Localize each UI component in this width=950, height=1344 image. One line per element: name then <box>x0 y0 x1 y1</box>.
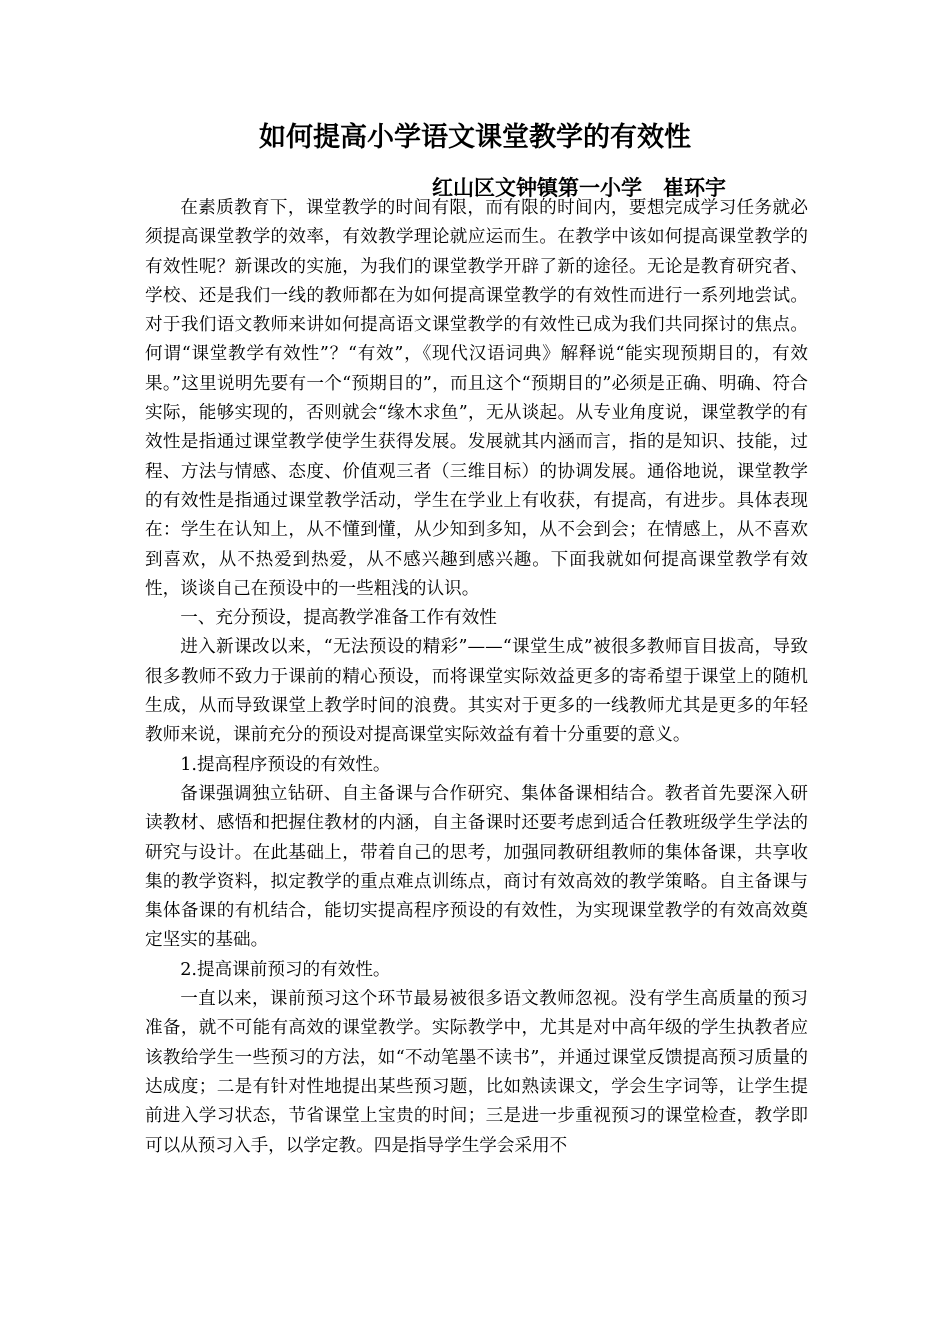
document-author: 红山区文钟镇第一小学 崔环宇 <box>432 175 726 200</box>
paragraph-subsection-1: 备课强调独立钻研、自主备课与合作研究、集体备课相结合。教者首先要深入研读教材、感悟和把握住教材的内涵，自主备课时还要考虑到适合任教班级学生学法的研究与设计。在此基础上，带着自己的思考，加强同教研组教师的集体备课，共享收集的教学资料，拟定教学的重点难点训练点，商讨有效高效的教学策略。自主备课与集体备课的有机结合，能切实提高程序预设的有效性，为实现课堂教学的有效高效奠定坚实的基础。 <box>145 783 808 951</box>
paragraph-subsection-2: 一直以来，课前预习这个环节最易被很多语文教师忽视。没有学生高质量的预习准备，就不可能有高效的课堂教学。实际教学中，尤其是对中高年级的学生执教者应该教给学生一些预习的方法，如“不动笔墨不读书”，并通过课堂反馈提高预习质量的达成度；二是有针对性地提出某些预习题，比如熟读课文，学会生字词等，让学生提前进入学习状态，节省课堂上宝贵的时间；三是进一步重视预习的课堂检查，教学即可以从预习入手，以学定教。四是指导学生学会采用不 <box>145 989 808 1156</box>
section-heading-1: 一、充分预设，提高教学准备工作有效性 <box>180 608 497 629</box>
subheading-2: 2.提高课前预习的有效性。 <box>180 959 391 980</box>
subheading-1: 1.提高程序预设的有效性。 <box>180 754 391 775</box>
document-body <box>145 194 808 1161</box>
document-title: 如何提高小学语文课堂教学的有效性 <box>259 122 691 153</box>
paragraph-intro: 在素质教育下，课堂教学的时间有限，而有限的时间内，要想完成学习任务就必须提高课堂教学的效率，有效教学理论就应运而生。在教学中该如何提高课堂教学的有效性呢？新课改的实施，为我们的课堂教学开辟了新的途径。无论是教育研究者、学校、还是我们一线的教师都在为如何提高课堂教学的有效性而进行一系列地尝试。对于我们语文教师来讲如何提高语文课堂教学的有效性已成为我们共同探讨的焦点。何谓“课堂教学有效性”？“有效”，《现代汉语词典》解释说“能实现预期目的，有效果。”这里说明先要有一个“预期目的”，而且这个“预期目的”必须是正确、明确、符合实际，能够实现的，否则就会“缘木求鱼”，无从谈起。从专业角度说，课堂教学的有效性是指通过课堂教学使学生获得发展。发展就其内涵而言，指的是知识、技能，过程、方法与情感、态度、价值观三者（三维目标）的协调发展。通俗地说，课堂教学的有效性是指通过课堂教学活动，学生在学业上有收获，有提高，有进步。具体表现在：学生在认知上，从不懂到懂，从少知到多知，从不会到会；在情感上，从不喜欢到喜欢，从不热爱到热爱，从不感兴趣到感兴趣。下面我就如何提高课堂教学有效性，谈谈自己在预设中的一些粗浅的认识。 <box>145 198 808 599</box>
paragraph-section-1: 进入新课改以来，“无法预设的精彩”——“课堂生成”被很多教师盲目拔高，导致很多教师不致力于课前的精心预设，而将课堂实际效益更多的寄希望于课堂上的随机生成，从而导致课堂上教学时间的浪费。其实对于更多的一线教师尤其是更多的年轻教师来说，课前充分的预设对提高课堂实际效益有着十分重要的意义。 <box>145 637 808 746</box>
